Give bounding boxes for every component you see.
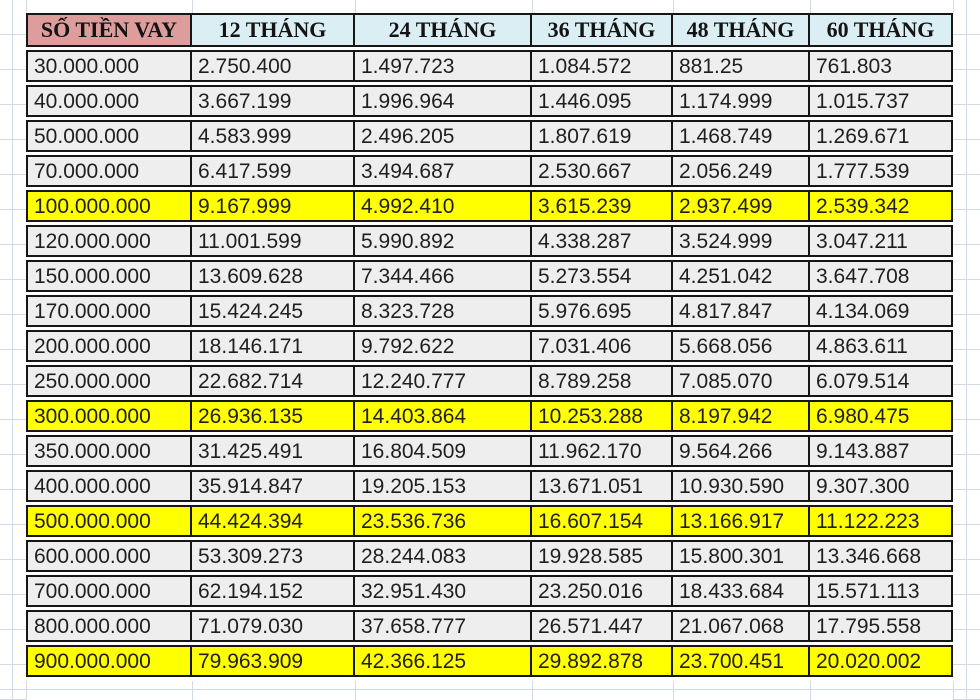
payment-cell[interactable]: 21.067.068 bbox=[673, 612, 810, 640]
loan-amount-cell[interactable]: 700.000.000 bbox=[28, 577, 192, 605]
sheet-gridline-vertical-right bbox=[966, 0, 967, 700]
sheet-gridline-stub bbox=[953, 681, 954, 700]
payment-cell[interactable]: 2.056.249 bbox=[673, 157, 810, 185]
table-row bbox=[26, 435, 953, 467]
payment-cell[interactable]: 8.323.728 bbox=[355, 297, 532, 325]
loan-amount-cell[interactable]: 500.000.000 bbox=[28, 507, 192, 535]
payment-cell[interactable]: 13.609.628 bbox=[192, 262, 355, 290]
payment-cell[interactable]: 6.417.599 bbox=[192, 157, 355, 185]
payment-cell[interactable]: 23.700.451 bbox=[673, 647, 810, 675]
payment-cell[interactable]: 7.031.406 bbox=[532, 332, 673, 360]
sheet-gridline-stub bbox=[355, 681, 356, 700]
payment-cell[interactable]: 3.615.239 bbox=[532, 192, 673, 220]
payment-cell[interactable]: 19.205.153 bbox=[355, 472, 532, 500]
payment-cell[interactable]: 3.047.211 bbox=[816, 230, 908, 253]
sheet-gridline-stub bbox=[810, 681, 811, 700]
table-row bbox=[26, 155, 953, 187]
table-row bbox=[26, 505, 953, 537]
payment-cell[interactable]: 1.996.964 bbox=[355, 87, 532, 115]
payment-cell[interactable]: 9.564.266 bbox=[673, 437, 810, 465]
payment-cell[interactable]: 1.468.749 bbox=[673, 122, 810, 150]
payment-cell[interactable]: 29.892.878 bbox=[532, 647, 673, 675]
payment-cell[interactable]: 23.250.016 bbox=[532, 577, 673, 605]
sheet-gridline-stub bbox=[532, 681, 533, 700]
payment-cell[interactable]: 15.571.113 bbox=[816, 580, 920, 603]
payment-cell[interactable]: 14.403.864 bbox=[355, 402, 532, 430]
payment-cell[interactable]: 11.001.599 bbox=[192, 227, 355, 255]
header-term-48-months[interactable]: 48 THÁNG bbox=[673, 15, 810, 45]
payment-cell[interactable]: 881.25 bbox=[673, 52, 810, 80]
sheet-gridline-horizontal-bottom bbox=[0, 689, 980, 690]
payment-cell[interactable]: 8.789.258 bbox=[532, 367, 673, 395]
loan-amount-cell[interactable]: 800.000.000 bbox=[28, 612, 192, 640]
loan-amount-cell[interactable]: 40.000.000 bbox=[28, 87, 192, 115]
payment-cell[interactable]: 23.536.736 bbox=[355, 507, 532, 535]
payment-cell[interactable]: 44.424.394 bbox=[192, 507, 355, 535]
payment-cell[interactable]: 22.682.714 bbox=[192, 367, 355, 395]
table-row bbox=[26, 575, 953, 607]
payment-cell[interactable]: 62.194.152 bbox=[192, 577, 355, 605]
payment-cell[interactable]: 1.807.619 bbox=[532, 122, 673, 150]
payment-cell[interactable]: 26.936.135 bbox=[192, 402, 355, 430]
payment-cell[interactable]: 9.167.999 bbox=[192, 192, 355, 220]
sheet-gridline-stub bbox=[192, 681, 193, 700]
payment-cell[interactable]: 15.424.245 bbox=[192, 297, 355, 325]
payment-cell[interactable]: 5.976.695 bbox=[532, 297, 673, 325]
table-row bbox=[26, 365, 953, 397]
sheet-gridline-vertical-left bbox=[12, 0, 13, 700]
sheet-gridline-stub bbox=[532, 0, 533, 13]
table-row bbox=[26, 85, 953, 117]
table-row bbox=[26, 295, 953, 327]
payment-cell[interactable]: 13.671.051 bbox=[532, 472, 673, 500]
loan-amount-cell[interactable]: 170.000.000 bbox=[28, 297, 192, 325]
loan-amount-cell[interactable]: 300.000.000 bbox=[28, 402, 192, 430]
header-loan-amount[interactable]: SỐ TIỀN VAY bbox=[28, 15, 192, 45]
payment-cell[interactable]: 7.085.070 bbox=[673, 367, 810, 395]
payment-cell[interactable]: 9.792.622 bbox=[355, 332, 532, 360]
payment-cell[interactable]: 4.134.069 bbox=[816, 300, 910, 323]
loan-amount-cell[interactable]: 120.000.000 bbox=[28, 227, 192, 255]
sheet-gridline-stub bbox=[26, 681, 27, 700]
payment-cell[interactable]: 11.962.170 bbox=[532, 437, 673, 465]
payment-cell[interactable]: 28.244.083 bbox=[355, 542, 532, 570]
payment-cell[interactable]: 2.750.400 bbox=[192, 52, 355, 80]
table-row bbox=[26, 330, 953, 362]
payment-cell[interactable]: 2.496.205 bbox=[355, 122, 532, 150]
header-term-12-months[interactable]: 12 THÁNG bbox=[192, 15, 355, 45]
sheet-gridline-stub bbox=[673, 0, 674, 13]
sheet-gridline-stub bbox=[810, 0, 811, 13]
table-row bbox=[26, 540, 953, 572]
loan-amount-cell[interactable]: 900.000.000 bbox=[28, 647, 192, 675]
table-row bbox=[26, 225, 953, 257]
payment-cell[interactable]: 6.980.475 bbox=[816, 405, 910, 428]
header-term-60-months[interactable]: 60 THÁNG bbox=[826, 17, 935, 42]
payment-cell[interactable]: 13.346.668 bbox=[816, 545, 922, 568]
payment-cell[interactable]: 3.524.999 bbox=[673, 227, 810, 255]
header-term-24-months[interactable]: 24 THÁNG bbox=[355, 15, 532, 45]
payment-cell[interactable]: 12.240.777 bbox=[355, 367, 532, 395]
sheet-gridline-stub bbox=[192, 0, 193, 13]
payment-cell[interactable]: 1.084.572 bbox=[532, 52, 673, 80]
payment-cell[interactable]: 32.951.430 bbox=[355, 577, 532, 605]
payment-cell[interactable]: 31.425.491 bbox=[192, 437, 355, 465]
loan-amount-cell[interactable]: 30.000.000 bbox=[28, 52, 192, 80]
header-term-36-months[interactable]: 36 THÁNG bbox=[532, 15, 673, 45]
payment-cell[interactable]: 9.143.887 bbox=[816, 440, 910, 463]
sheet-gridline-stub bbox=[953, 0, 954, 13]
table-header-row bbox=[26, 13, 953, 47]
payment-cell[interactable]: 19.928.585 bbox=[532, 542, 673, 570]
payment-cell[interactable]: 5.273.554 bbox=[532, 262, 673, 290]
payment-cell[interactable]: 3.667.199 bbox=[192, 87, 355, 115]
payment-cell[interactable]: 17.795.558 bbox=[816, 615, 922, 638]
payment-cell[interactable]: 5.990.892 bbox=[355, 227, 532, 255]
payment-cell[interactable]: 1.174.999 bbox=[673, 87, 810, 115]
payment-cell[interactable]: 761.803 bbox=[816, 55, 892, 78]
sheet-gridline-stub bbox=[673, 681, 674, 700]
payment-cell[interactable]: 2.539.342 bbox=[816, 195, 910, 218]
payment-cell[interactable]: 35.914.847 bbox=[192, 472, 355, 500]
payment-cell[interactable]: 10.930.590 bbox=[673, 472, 810, 500]
loan-amount-cell[interactable]: 400.000.000 bbox=[28, 472, 192, 500]
payment-cell[interactable]: 4.863.611 bbox=[816, 335, 908, 358]
payment-cell[interactable]: 16.804.509 bbox=[355, 437, 532, 465]
payment-cell[interactable]: 26.571.447 bbox=[532, 612, 673, 640]
payment-cell[interactable]: 7.344.466 bbox=[355, 262, 532, 290]
loan-amount-cell[interactable]: 150.000.000 bbox=[28, 262, 192, 290]
payment-cell[interactable]: 3.494.687 bbox=[355, 157, 532, 185]
loan-amount-cell[interactable]: 350.000.000 bbox=[28, 437, 192, 465]
payment-cell[interactable]: 4.338.287 bbox=[532, 227, 673, 255]
payment-cell[interactable]: 1.015.737 bbox=[816, 90, 910, 113]
payment-cell[interactable]: 18.433.684 bbox=[673, 577, 810, 605]
table-row bbox=[26, 400, 953, 432]
table-row bbox=[26, 470, 953, 502]
payment-cell[interactable]: 18.146.171 bbox=[192, 332, 355, 360]
payment-cell[interactable]: 1.446.095 bbox=[532, 87, 673, 115]
payment-cell[interactable]: 42.366.125 bbox=[355, 647, 532, 675]
loan-payment-table bbox=[26, 13, 953, 680]
payment-cell[interactable]: 15.800.301 bbox=[673, 542, 810, 570]
payment-cell[interactable]: 1.269.671 bbox=[816, 125, 910, 148]
loan-amount-cell[interactable]: 100.000.000 bbox=[28, 192, 192, 220]
payment-cell[interactable]: 20.020.002 bbox=[816, 650, 922, 673]
table-row bbox=[26, 120, 953, 152]
table-row bbox=[26, 50, 953, 82]
payment-cell[interactable]: 37.658.777 bbox=[355, 612, 532, 640]
payment-cell[interactable]: 1.497.723 bbox=[355, 52, 532, 80]
payment-cell[interactable]: 10.253.288 bbox=[532, 402, 673, 430]
payment-cell[interactable]: 2.937.499 bbox=[673, 192, 810, 220]
sheet-left-margin-gridlines bbox=[0, 0, 26, 700]
table-row bbox=[26, 260, 953, 292]
table-row bbox=[26, 190, 953, 222]
payment-cell[interactable]: 11.122.223 bbox=[816, 510, 920, 533]
payment-cell[interactable]: 71.079.030 bbox=[192, 612, 355, 640]
payment-cell[interactable]: 3.647.708 bbox=[816, 265, 910, 288]
payment-cell[interactable]: 4.583.999 bbox=[192, 122, 355, 150]
payment-cell[interactable]: 2.530.667 bbox=[532, 157, 673, 185]
payment-cell[interactable]: 13.166.917 bbox=[673, 507, 810, 535]
loan-amount-cell[interactable]: 200.000.000 bbox=[28, 332, 192, 360]
payment-cell[interactable]: 8.197.942 bbox=[673, 402, 810, 430]
payment-cell[interactable]: 9.307.300 bbox=[816, 475, 910, 498]
payment-cell[interactable]: 53.309.273 bbox=[192, 542, 355, 570]
sheet-gridline-stub bbox=[355, 0, 356, 13]
sheet-right-margin-gridlines bbox=[953, 0, 980, 700]
loan-amount-cell[interactable]: 250.000.000 bbox=[28, 367, 192, 395]
payment-cell[interactable]: 4.251.042 bbox=[673, 262, 810, 290]
payment-cell[interactable]: 6.079.514 bbox=[816, 370, 910, 393]
table-row bbox=[26, 645, 953, 677]
payment-cell[interactable]: 16.607.154 bbox=[532, 507, 673, 535]
sheet-gridline-stub bbox=[26, 0, 27, 13]
payment-cell[interactable]: 5.668.056 bbox=[673, 332, 810, 360]
payment-cell[interactable]: 79.963.909 bbox=[192, 647, 355, 675]
payment-cell[interactable]: 4.817.847 bbox=[673, 297, 810, 325]
loan-amount-cell[interactable]: 50.000.000 bbox=[28, 122, 192, 150]
payment-cell[interactable]: 4.992.410 bbox=[355, 192, 532, 220]
payment-cell[interactable]: 1.777.539 bbox=[816, 160, 910, 183]
loan-amount-cell[interactable]: 70.000.000 bbox=[28, 157, 192, 185]
loan-amount-cell[interactable]: 600.000.000 bbox=[28, 542, 192, 570]
table-row bbox=[26, 610, 953, 642]
